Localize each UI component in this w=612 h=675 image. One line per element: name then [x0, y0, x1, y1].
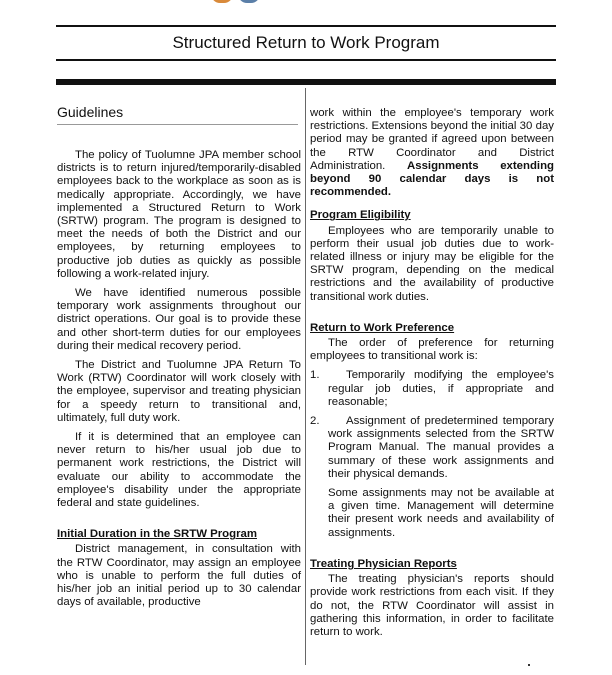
- header-thick-rule: [56, 79, 556, 85]
- physician-heading: Treating Physician Reports: [310, 557, 457, 570]
- policy-paragraph: The policy of Tuolumne JPA member school districts is to return injured/temporarily-disabled employees back to the workplace as soon as is medically appropriate. Accordingly, we have implemented a Structured Return to Work (SRTW) program. The program is designed to meet the needs of both the District and our employees, by returning employees to productive job duties as quickly as possible following a work-related injury.: [57, 149, 301, 280]
- list-item-number: 1.: [310, 369, 320, 382]
- logo-fragment-orange: [211, 0, 233, 3]
- assignments-paragraph: We have identified numerous possible temporary work assignments throughout our district operations. Our goal is to provide these and other short-term duties for our employees during their medical recovery period.: [57, 287, 301, 352]
- initial-duration-heading: Initial Duration in the SRTW Program: [57, 528, 257, 541]
- preference-heading: Return to Work Preference: [310, 321, 455, 334]
- list-item-number: 2.: [310, 415, 320, 428]
- list-item-note: Some assignments may not be available at a given time. Management will determine their present work needs and availability of assignments.: [328, 487, 554, 539]
- eligibility-heading: Program Eligibility: [310, 209, 411, 222]
- eligibility-paragraph: Employees who are temporarily unable to perform their usual job duties due to work-related illness or injury may be eligible for the SRTW program, depending on the medical restrictions and the availability of productive transitional work duties.: [310, 224, 554, 303]
- list-item-text: Temporarily modifying the employee's regular job duties, if appropriate and reasonable;: [328, 369, 554, 408]
- continued-text: work within the employee's temporary work restrictions. Extensions beyond the initial 30 day period may be granted if agreed upon between the RTW Coordinator and District Administration.: [310, 107, 554, 172]
- column-divider: [305, 88, 306, 665]
- right-column: [310, 107, 554, 645]
- page-title: Structured Return to Work Program: [172, 33, 440, 52]
- initial-duration-paragraph: District management, in consultation with the RTW Coordinator, may assign an employee who is unable to perform the full duties of his/her job an initial period up to 30 calendar days of available, productive: [57, 543, 301, 609]
- physician-paragraph: The treating physician's reports should provide work restrictions from each visit. If they do not, the RTW Coordinator will assist in gathering this information, in order to facilitate return to work.: [310, 573, 554, 638]
- list-item: [310, 415, 554, 481]
- preference-paragraph: The order of preference for returning employees to transitional work is:: [310, 337, 554, 363]
- coordinator-paragraph: The District and Tuolumne JPA Return To Work (RTW) Coordinator will work closely with the employee, supervisor and treating physician for a speedy return to transitional and, ultimately, full duty work.: [57, 359, 301, 424]
- header-mid-rule: [56, 59, 556, 61]
- guidelines-heading: Guidelines: [57, 104, 298, 125]
- list-item-text: Assignment of predetermined temporary work assignments selected from the SRTW Program Manual. The manual provides a summary of these work assignments and their physical demands.: [328, 415, 554, 480]
- left-column: [57, 104, 301, 616]
- stray-mark: [528, 664, 530, 666]
- accommodation-paragraph: If it is determined that an employee can never return to his/her usual job due to permanent work restrictions, the District will evaluate our ability to accommodate the employee's disability under the appropriate federal and state guidelines.: [57, 431, 301, 510]
- list-item: [310, 369, 554, 409]
- continued-paragraph: [310, 107, 554, 199]
- header-top-rule: [56, 25, 556, 27]
- logo-fragment-blue: [238, 0, 260, 3]
- continued-bold-text: Assignments extending beyond 90 calendar days is not recommended.: [310, 159, 554, 199]
